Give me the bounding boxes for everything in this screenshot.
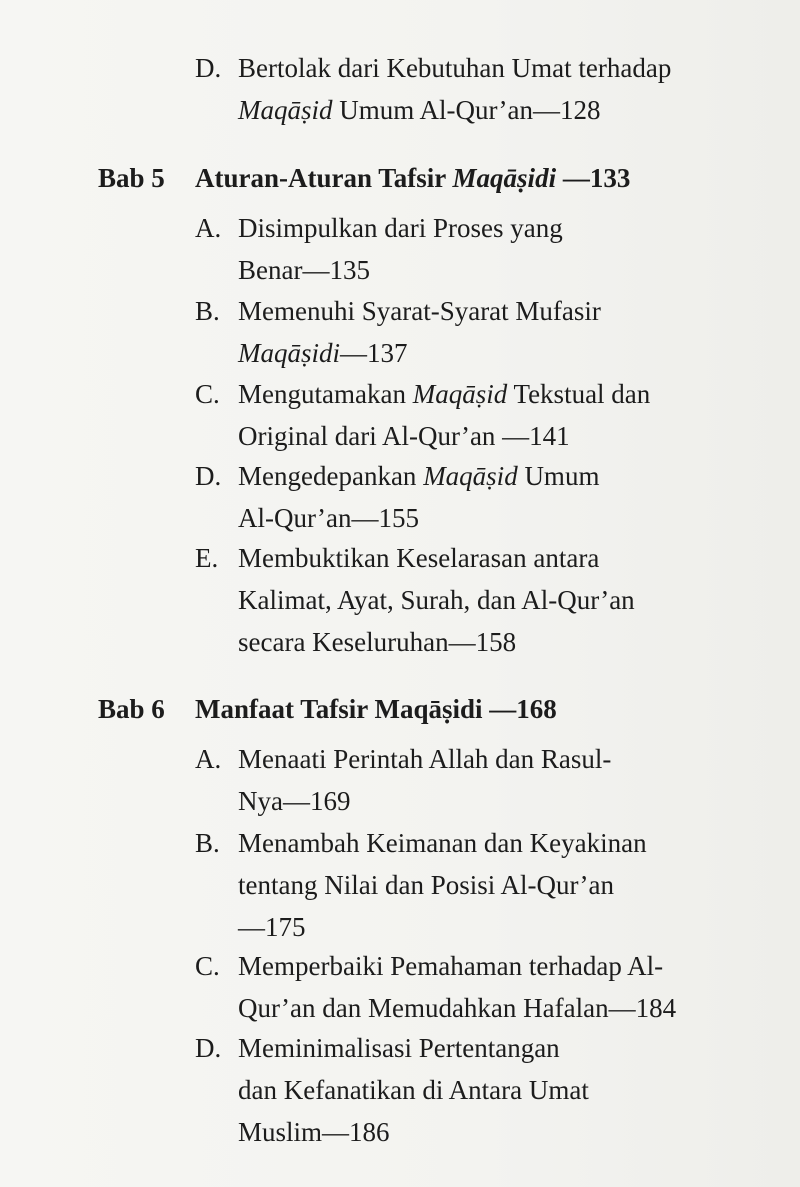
item-letter: C. bbox=[195, 951, 220, 981]
toc-item-bab5-a bbox=[195, 207, 563, 291]
item-text: Disimpulkan dari Proses yang bbox=[238, 213, 563, 243]
item-text: Benar—135 bbox=[238, 255, 370, 285]
item-text: Nya—169 bbox=[238, 786, 351, 816]
chapter-number: Bab 6 bbox=[98, 694, 165, 724]
chapter-heading-bab5 bbox=[98, 157, 630, 199]
chapter-title-italic: Maqāṣidi bbox=[452, 163, 557, 193]
item-text: Original dari Al-Qur’an —141 bbox=[238, 421, 570, 451]
chapter-number: Bab 5 bbox=[98, 163, 165, 193]
item-text-italic: Maqāṣid bbox=[412, 379, 508, 409]
item-text: Meminimalisasi Pertentangan bbox=[238, 1033, 560, 1063]
item-text: Al-Qur’an—155 bbox=[238, 503, 419, 533]
item-letter: D. bbox=[195, 461, 222, 491]
item-text-italic: Maqāṣidi bbox=[238, 338, 341, 368]
item-letter: B. bbox=[195, 828, 220, 858]
toc-item-bab6-c bbox=[195, 945, 676, 1029]
item-text: Kalimat, Ayat, Surah, dan Al-Qur’an bbox=[238, 585, 635, 615]
chapter-title: Aturan-Aturan Tafsir bbox=[195, 163, 453, 193]
item-text: Menaati Perintah Allah dan Rasul- bbox=[238, 744, 612, 774]
toc-item-prev-d bbox=[195, 47, 671, 131]
item-letter: A. bbox=[195, 744, 222, 774]
toc-item-bab5-d bbox=[195, 455, 599, 539]
item-letter: C. bbox=[195, 379, 220, 409]
item-text: Menambah Keimanan dan Keyakinan bbox=[238, 828, 647, 858]
chapter-title: Manfaat Tafsir Maqāṣidi —168 bbox=[195, 694, 557, 724]
toc-item-bab5-b bbox=[195, 290, 601, 374]
item-text: Mengutamakan bbox=[238, 379, 413, 409]
toc-item-bab5-c bbox=[195, 373, 650, 457]
item-text: Umum Al-Qur’an—128 bbox=[332, 95, 601, 125]
toc-item-bab6-a bbox=[195, 738, 611, 822]
item-text: secara Keseluruhan—158 bbox=[238, 627, 517, 657]
item-letter: D. bbox=[195, 1033, 222, 1063]
item-text: Umum bbox=[517, 461, 600, 491]
item-text-italic: Maqāṣid bbox=[423, 461, 518, 491]
item-letter: A. bbox=[195, 213, 222, 243]
item-text: —175 bbox=[238, 912, 306, 942]
chapter-page: —133 bbox=[556, 163, 631, 193]
item-text: Memenuhi Syarat-Syarat Mufasir bbox=[238, 296, 601, 326]
item-text: Muslim—186 bbox=[238, 1117, 390, 1147]
item-text: Tekstual dan bbox=[507, 379, 651, 409]
item-text: Membuktikan Keselarasan antara bbox=[238, 543, 600, 573]
item-text: Mengedepankan bbox=[238, 461, 424, 491]
item-text: Bertolak dari Kebutuhan Umat terhadap bbox=[238, 53, 672, 83]
item-letter: D. bbox=[195, 53, 222, 83]
item-text: Memperbaiki Pemahaman terhadap Al- bbox=[238, 951, 664, 981]
item-letter: E. bbox=[195, 543, 219, 573]
item-text: tentang Nilai dan Posisi Al-Qur’an bbox=[238, 870, 614, 900]
chapter-heading-bab6 bbox=[98, 688, 557, 730]
toc-item-bab5-e bbox=[195, 537, 635, 663]
item-letter: B. bbox=[195, 296, 220, 326]
item-text: —137 bbox=[340, 338, 408, 368]
item-text-italic: Maqāṣid bbox=[238, 95, 333, 125]
toc-item-bab6-d bbox=[195, 1027, 589, 1153]
item-text: Qur’an dan Memudahkan Hafalan—184 bbox=[238, 993, 677, 1023]
item-text: dan Kefanatikan di Antara Umat bbox=[238, 1075, 589, 1105]
toc-item-bab6-b bbox=[195, 822, 647, 948]
